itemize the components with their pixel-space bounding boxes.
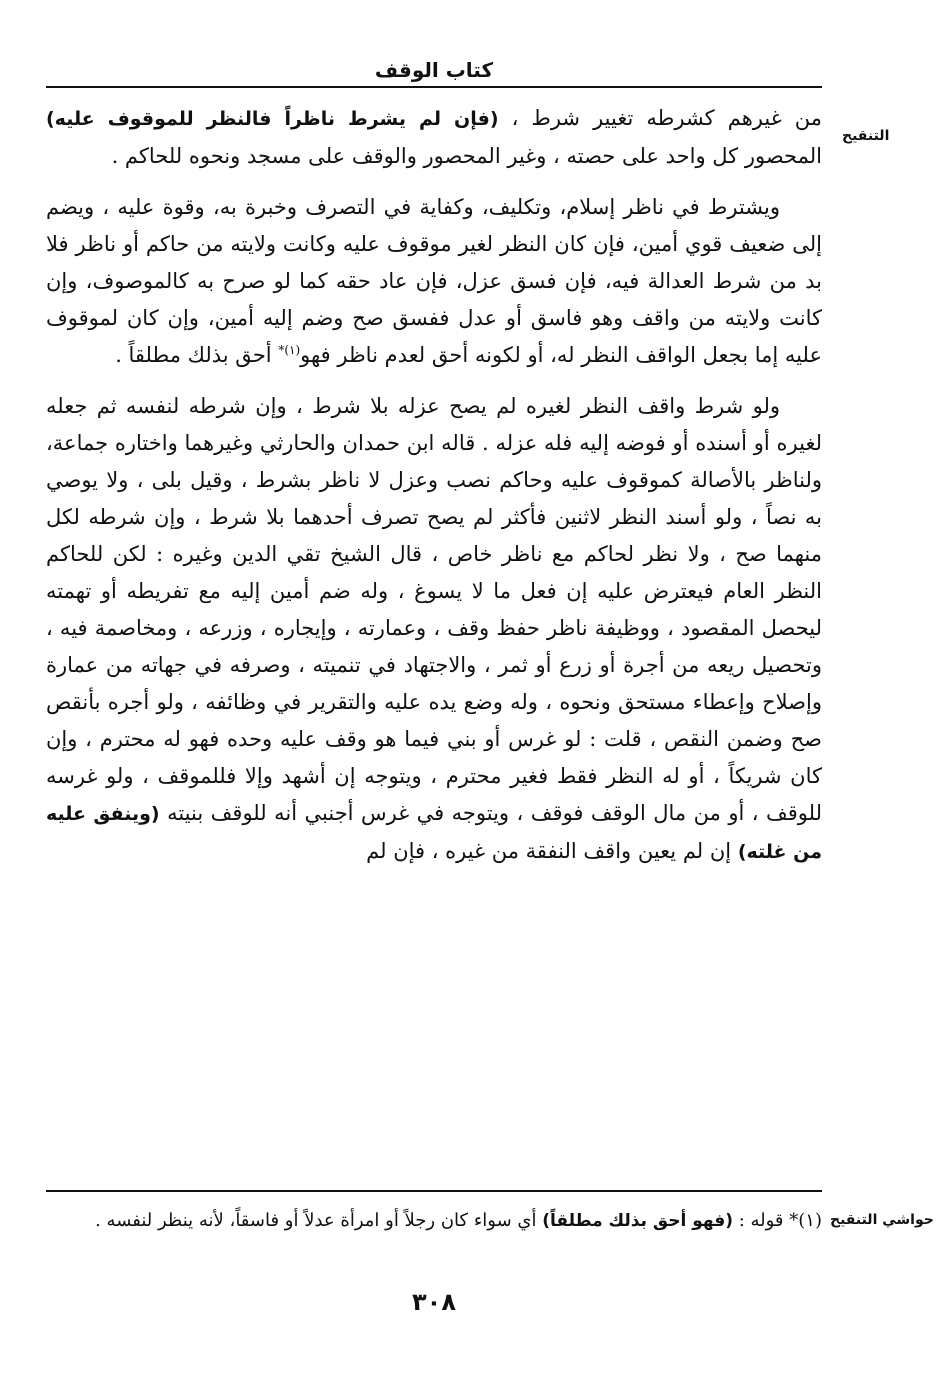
main-text xyxy=(46,100,822,871)
header-divider xyxy=(46,86,822,88)
footnote xyxy=(46,1204,822,1238)
text-segment: إن لم يعين واقف النفقة من غيره ، فإن لم xyxy=(366,839,738,863)
footnote-lead: قوله : xyxy=(732,1210,790,1231)
paragraph-3 xyxy=(46,388,822,871)
footnote-number: (١)* xyxy=(789,1210,822,1231)
text-segment: من غيرهم كشرطه تغيير شرط ، xyxy=(498,106,823,130)
bold-matn-segment: (وينفق عليه من غلته) xyxy=(46,803,822,863)
text-segment: ويشترط في ناظر إسلام، وتكليف، وكفاية في التصرف وخبرة به، وقوة عليه ، ويضم إلى ضعيف قوي أمين، فإن كان النظر لغير موقوف عليه وكانت ولايته من حاكم أو ناظر فلا بد من شرط العدالة فيه، فإن فسق عزل، فإن عاد حقه كما لو صرح به كالموصوف، وإن كانت ولايته من واقف وهو فاسق أو عدل ففسق صح وضم إليه أمين، وإن كان لموقوف عليه إما بجعل الواقف النظر له، أو لكونه أحق لعدم ناظر فهو xyxy=(46,195,822,367)
footnote-divider xyxy=(46,1190,822,1192)
text-segment: ولو شرط واقف النظر لغيره لم يصح عزله بلا شرط ، وإن شرطه لنفسه ثم جعله لغيره أو أسنده أو فوضه إليه فله عزله . قاله ابن حمدان والحارثي وغيرهما واختاره جماعة، ولناظر بالأصالة كموقوف عليه وحاكم نصب وعزل لا ناظر بشرط ، وقيل بلى ، ولا يوصي به نصاً ، ولو أسند النظر لاثنين فأكثر لم يصح تصرف أحدهما بلا شرط ، وإن شرطه لكل منهما صح ، ولا نظر لحاكم مع ناظر خاص ، قال الشيخ تقي الدين وغيره : لكن للحاكم النظر العام فيعترض عليه إن فعل ما لا يسوغ ، وله ضم أمين إليه مع تفريطه أو تهمته ليحصل المقصود ، ووظيفة ناظر حفظ وقف ، وعمارته ، وإيجاره ، وزرعه ، ومخاصمة فيه ، وتحصيل ريعه من أجرة أو زرع أو ثمر ، والاجتهاد في تنميته ، وصرفه في جهاته من عمارة وإصلاح وإعطاء مستحق ونحوه ، وله وضع يده عليه والتقرير في وظائفه ، ولو أجره بأنقص صح وضمن النقص ، قلت : لو غرس أو بني فيما هو وقف عليه وحده فهو له محترم ، وإن كان شريكاً ، أو له النظر فقط فغير محترم ، ويتوجه إن أشهد وإلا فللموقف ، ولو غرسه للوقف ، أو من مال الوقف فوقف ، ويتوجه في غرس أجنبي أنه للوقف بنيته xyxy=(46,394,822,825)
paragraph-2 xyxy=(46,189,822,374)
margin-label-hawashi: حواشي التنقيح xyxy=(830,1212,934,1228)
bold-matn-segment: (فإن لم يشرط ناظراً فالنظر للموقوف عليه) xyxy=(46,108,499,130)
paragraph-1 xyxy=(46,100,822,175)
footnote-quote: (فهو أحق بذلك مطلقاً) xyxy=(542,1211,733,1231)
page-number: ٣٠٨ xyxy=(412,1288,456,1316)
text-segment: أحق بذلك مطلقاً . xyxy=(115,343,279,367)
text-segment: المحصور كل واحد على حصته ، وغير المحصور والوقف على مسجد ونحوه للحاكم . xyxy=(111,144,822,168)
running-header: كتاب الوقف xyxy=(374,58,494,82)
margin-label-tanqih: التنقيح xyxy=(842,128,890,144)
footnote-text: أي سواء كان رجلاً أو امرأة عدلاً أو فاسقاً، لأنه ينظر لنفسه . xyxy=(95,1210,543,1231)
footnote-marker[interactable]: (١)* xyxy=(278,343,301,357)
